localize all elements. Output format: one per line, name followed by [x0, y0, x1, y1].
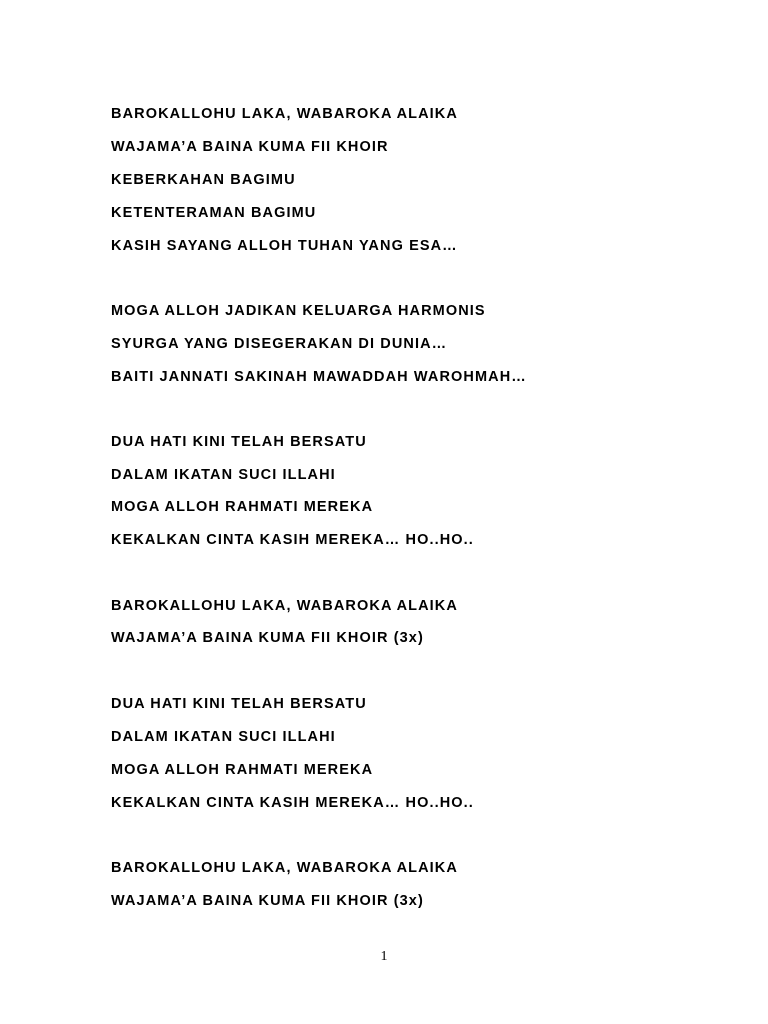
lyric-line: WAJAMA’A BAINA KUMA FII KHOIR (3x)	[111, 893, 424, 909]
lyric-line: DALAM IKATAN SUCI ILLAHI	[111, 467, 336, 483]
lyric-line: KASIH SAYANG ALLOH TUHAN YANG ESA…	[111, 238, 458, 254]
lyric-line: DALAM IKATAN SUCI ILLAHI	[111, 729, 336, 745]
lyric-line: MOGA ALLOH JADIKAN KELUARGA HARMONIS	[111, 303, 486, 319]
lyric-line: KEKALKAN CINTA KASIH MEREKA… HO..HO..	[111, 795, 474, 811]
lyric-line: DUA HATI KINI TELAH BERSATU	[111, 696, 367, 712]
lyric-line: WAJAMA’A BAINA KUMA FII KHOIR (3x)	[111, 630, 424, 646]
lyric-line: SYURGA YANG DISEGERAKAN DI DUNIA…	[111, 336, 448, 352]
lyric-line: MOGA ALLOH RAHMATI MEREKA	[111, 499, 374, 515]
lyric-line: BAROKALLOHU LAKA, WABAROKA ALAIKA	[111, 106, 458, 122]
lyric-line: BAROKALLOHU LAKA, WABAROKA ALAIKA	[111, 860, 458, 876]
lyric-line: BAITI JANNATI SAKINAH MAWADDAH WAROHMAH…	[111, 369, 527, 385]
page-number: 1	[380, 949, 388, 964]
lyric-line: KEBERKAHAN BAGIMU	[111, 172, 296, 188]
lyric-line: KETENTERAMAN BAGIMU	[111, 205, 317, 221]
lyric-line: MOGA ALLOH RAHMATI MEREKA	[111, 762, 374, 778]
lyric-line: KEKALKAN CINTA KASIH MEREKA… HO..HO..	[111, 532, 474, 548]
lyric-line: WAJAMA’A BAINA KUMA FII KHOIR	[111, 139, 389, 155]
lyric-line: DUA HATI KINI TELAH BERSATU	[111, 434, 367, 450]
lyric-line: BAROKALLOHU LAKA, WABAROKA ALAIKA	[111, 598, 458, 614]
